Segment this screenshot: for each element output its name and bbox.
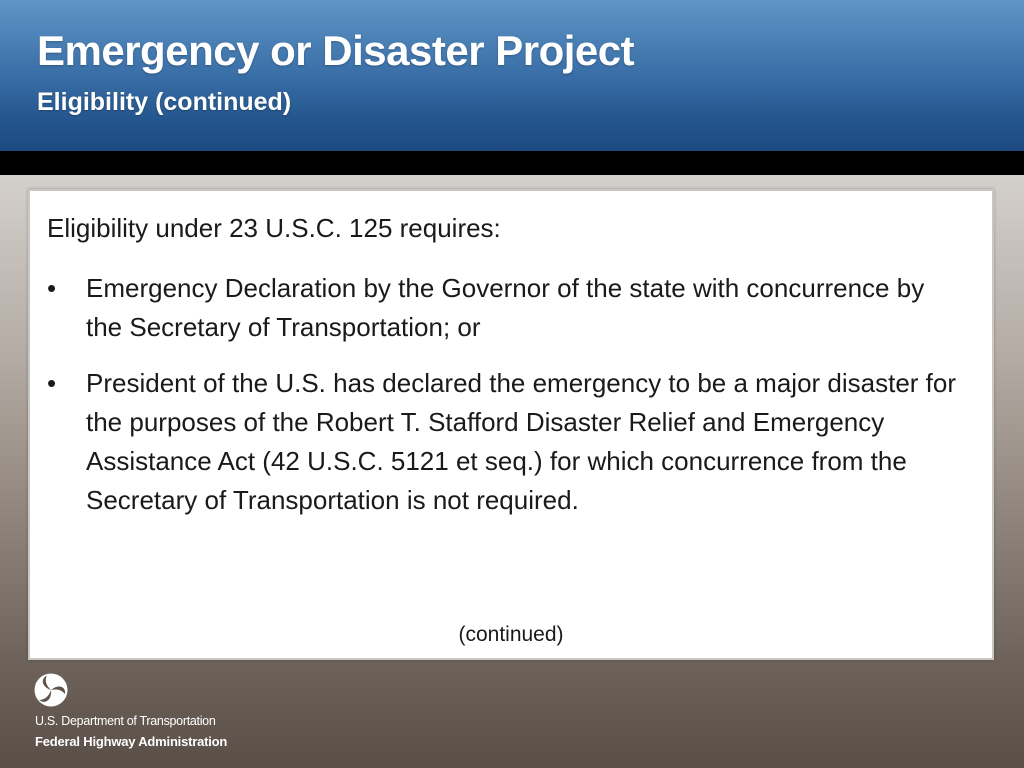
list-item: [47, 269, 967, 347]
agency-name: Federal Highway Administration: [35, 734, 228, 749]
usdot-fhwa-logo: [34, 671, 234, 755]
intro-text: Eligibility under 23 U.S.C. 125 requires:: [47, 213, 501, 243]
slide-header: [0, 0, 1024, 151]
usdot-triskelion-icon: [34, 673, 68, 707]
list-item: [47, 364, 967, 520]
slide-title: Emergency or Disaster Project: [37, 27, 635, 74]
department-name: U.S. Department of Transportation: [35, 714, 216, 728]
bullet-text: Emergency Declaration by the Governor of the state with concurrence by the Secretary of Transportation; or: [86, 273, 925, 342]
bullet-text: President of the U.S. has declared the emergency to be a major disaster for the purposes of the Robert T. Stafford Disaster Relief and Emergency Assistance Act (42 U.S.C. 5121 et seq.) for which concurrence from the Secretary of Transportation is not required.: [86, 368, 957, 515]
bullet-marker: •: [47, 273, 57, 303]
content-panel: [28, 189, 994, 660]
bullet-marker: •: [47, 368, 57, 398]
continued-note: (continued): [458, 623, 564, 646]
slide-subtitle: Eligibility (continued): [37, 88, 292, 116]
eligibility-list: [47, 269, 967, 537]
header-divider-band: [0, 151, 1024, 175]
